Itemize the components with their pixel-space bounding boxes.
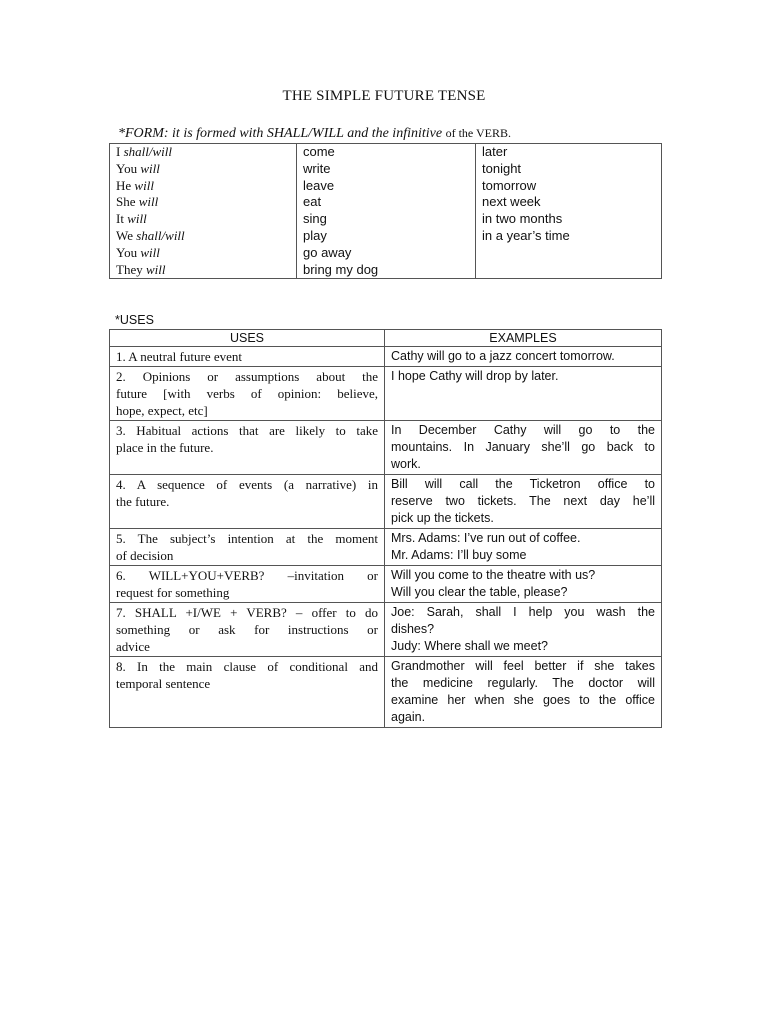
verb-line: sing [303,211,327,227]
example-cell [385,367,662,421]
use-text-line: 6. WILL+YOU+VERB? –invitation or [116,568,378,583]
time-expression-line: tomorrow [482,177,537,193]
subject-line [116,144,290,161]
time-expression-line: next week [482,194,541,210]
use-text-line: place in the future. [116,440,214,455]
subject-auxiliary: will [145,261,166,277]
example-text-line: pick up the tickets. [391,511,494,525]
verbs-column [297,144,476,279]
form-suffix: of the VERB. [445,126,512,140]
form-table [109,143,662,279]
example-text-line: the medicine regularly. The doctor will [391,676,655,690]
verb-line: come [303,144,335,159]
example-text-line: Bill will call the Ticketron office to [391,477,655,491]
verb-line: play [303,227,327,243]
uses-table-row [110,603,662,657]
subject-auxiliary: shall/will [136,227,185,243]
use-cell [110,657,385,728]
example-text-line: work. [391,457,421,471]
subject-line [116,228,290,245]
subject-line [116,262,290,279]
use-text-line: 5. The subject’s intention at the moment [116,531,378,546]
verb-line: write [303,160,331,176]
use-cell [110,603,385,657]
example-text-line: Cathy will go to a jazz concert tomorrow. [391,349,615,363]
verb-line: leave [303,177,335,193]
subject-auxiliary: will [140,244,160,260]
form-description [118,125,511,142]
use-cell [110,566,385,603]
subject-auxiliary: will [138,194,159,210]
subject-auxiliary: will [127,211,147,227]
example-text-line: Will you clear the table, please? [391,585,568,599]
uses-heading: *USES [115,313,154,327]
use-text-line: hope, expect, etc] [116,403,208,418]
uses-table-row [110,657,662,728]
example-text-line: Will you come to the theatre with us? [391,568,596,582]
uses-column-header: USES [110,330,385,347]
use-text-line: temporal sentence [116,676,211,691]
verb-line: eat [303,194,322,210]
time-expression-line: later [482,144,508,159]
example-cell [385,347,662,367]
example-text-line: mountains. In January she’ll go back to [391,440,655,454]
examples-column-header: EXAMPLES [385,330,662,347]
use-text-line: of decision [116,548,174,563]
subject-line [116,211,290,228]
example-cell [385,603,662,657]
use-text-line: something or ask for instructions or [116,622,378,637]
use-text-line: 1. A neutral future event [116,349,242,364]
uses-table-row [110,529,662,566]
example-cell [385,475,662,529]
example-text-line: Judy: Where shall we meet? [391,639,549,653]
example-text-line: reserve two tickets. The next day he’ll [391,494,655,508]
use-text-line: future [with verbs of opinion: believe, [116,386,378,401]
example-text-line: dishes? [391,622,435,636]
example-cell [385,566,662,603]
subject-pronoun: He [116,177,132,193]
verb-line: go away [303,244,352,260]
example-text-line: Joe: Sarah, shall I help you wash the [391,605,655,619]
use-cell [110,529,385,566]
subject-pronoun: You [116,244,138,260]
subject-auxiliary: will [134,177,154,193]
uses-table-row [110,347,662,367]
uses-table-row [110,421,662,475]
time-expression-line: in two months [482,211,563,227]
use-text-line: 3. Habitual actions that are likely to take [116,423,378,438]
uses-table [109,329,662,728]
use-text-line: 2. Opinions or assumptions about the [116,369,378,384]
uses-table-row [110,367,662,421]
uses-table-row [110,475,662,529]
subject-line [116,178,290,195]
subject-auxiliary: shall/will [123,144,172,159]
form-label: *FORM: it is formed with SHALL/WILL and the infinitive [118,126,443,141]
use-text-line: 4. A sequence of events (a narrative) in [116,477,378,492]
verb-line: bring my dog [303,261,379,277]
use-text-line: 8. In the main clause of conditional and [116,659,378,674]
subject-line [116,194,290,211]
page-title: THE SIMPLE FUTURE TENSE [282,88,486,104]
subject-line [116,245,290,262]
subject-pronoun: They [116,261,143,277]
subject-pronoun: I [116,144,121,159]
subject-pronoun: You [116,160,138,176]
use-text-line: the future. [116,494,170,509]
uses-table-row [110,566,662,603]
use-cell [110,475,385,529]
time-expression-line: tonight [482,160,522,176]
subject-pronoun: She [116,194,136,210]
uses-header-row [110,330,662,347]
use-text-line: request for something [116,585,230,600]
time-expression-line: in a year’s time [482,227,570,243]
example-cell [385,529,662,566]
subject-line [116,161,290,178]
use-text-line: advice [116,639,150,654]
use-cell [110,347,385,367]
subject-pronoun: We [116,227,133,243]
example-text-line: Grandmother will feel better if she takes [391,659,655,673]
example-text-line: again. [391,710,426,724]
use-cell [110,421,385,475]
subject-pronoun: It [116,211,124,227]
example-text-line: examine her when she goes to the office [391,693,655,707]
subject-auxiliary: will [140,160,160,176]
example-text-line: I hope Cathy will drop by later. [391,369,559,383]
example-cell [385,421,662,475]
times-column [476,144,662,279]
example-text-line: In December Cathy will go to the [391,423,655,437]
example-text-line: Mrs. Adams: I’ve run out of coffee. [391,531,581,545]
example-cell [385,657,662,728]
use-cell [110,367,385,421]
subjects-column [110,144,297,279]
use-text-line: 7. SHALL +I/WE + VERB? – offer to do [116,605,378,620]
example-text-line: Mr. Adams: I’ll buy some [391,548,527,562]
form-table-row [110,144,662,279]
